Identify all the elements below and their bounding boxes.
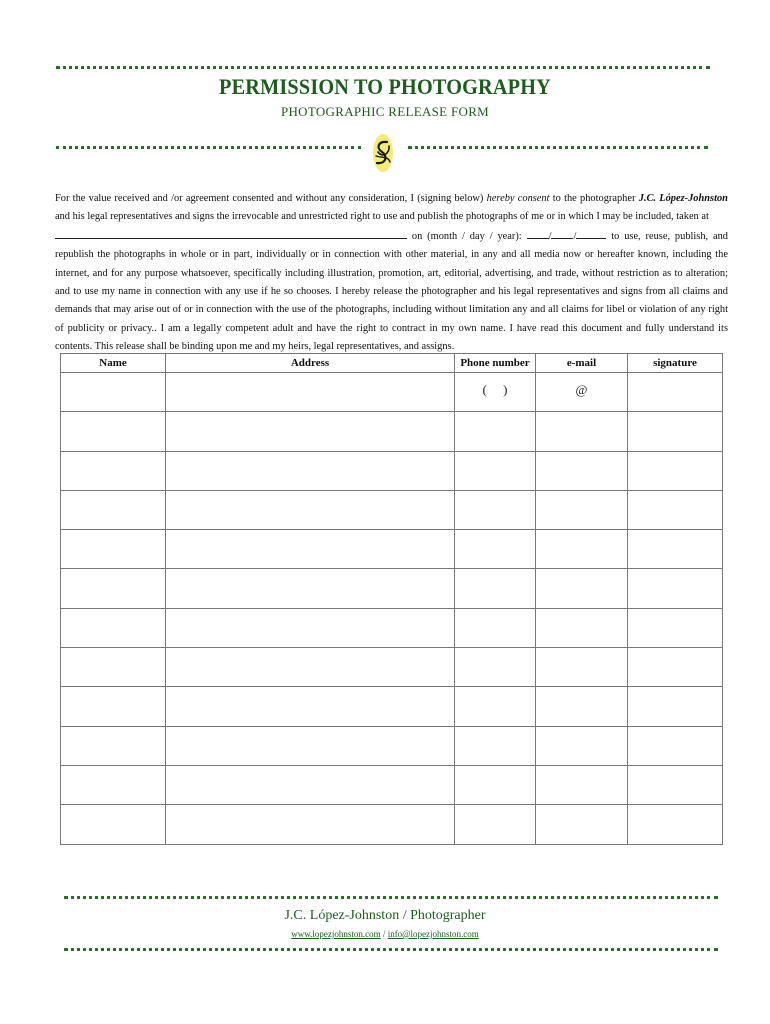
- signature-cell[interactable]: [628, 412, 723, 451]
- year-blank[interactable]: [576, 227, 606, 239]
- signature-cell[interactable]: [628, 648, 723, 687]
- signature-cell[interactable]: [628, 569, 723, 608]
- address-cell[interactable]: [166, 648, 455, 687]
- column-header-signature: signature: [628, 354, 723, 373]
- signature-cell[interactable]: [628, 373, 723, 412]
- signature-cell[interactable]: [628, 805, 723, 844]
- top-divider: [56, 66, 710, 69]
- name-cell[interactable]: [61, 412, 166, 451]
- signature-cell[interactable]: [628, 451, 723, 490]
- name-cell[interactable]: [61, 569, 166, 608]
- phone-cell[interactable]: [455, 530, 536, 569]
- name-cell[interactable]: [61, 687, 166, 726]
- js-monogram-logo-icon: [368, 132, 398, 174]
- phone-cell[interactable]: [455, 412, 536, 451]
- email-cell[interactable]: [536, 608, 628, 647]
- month-blank[interactable]: [527, 227, 549, 239]
- table-row: [61, 412, 723, 451]
- address-cell[interactable]: [166, 569, 455, 608]
- release-agreement-text: [55, 190, 728, 357]
- address-cell[interactable]: [166, 412, 455, 451]
- date-separator: /: [548, 230, 552, 242]
- phone-cell[interactable]: [455, 373, 536, 412]
- name-cell[interactable]: [61, 648, 166, 687]
- phone-hint: ( ): [482, 382, 508, 397]
- email-cell[interactable]: [536, 765, 628, 804]
- day-blank[interactable]: [551, 227, 573, 239]
- email-cell[interactable]: [536, 451, 628, 490]
- link-separator: /: [380, 929, 388, 939]
- column-header-phone: Phone number: [455, 354, 536, 373]
- name-cell[interactable]: [61, 490, 166, 529]
- logo-divider-left: [56, 146, 361, 149]
- signature-cell[interactable]: [628, 530, 723, 569]
- phone-cell[interactable]: [455, 490, 536, 529]
- agreement-text-part: and his legal representatives and signs the irrevocable and unrestricted right to use and publish the photographs of me or in which I may be included, taken at: [55, 211, 709, 223]
- address-cell[interactable]: [166, 687, 455, 726]
- address-cell[interactable]: [166, 805, 455, 844]
- name-cell[interactable]: [61, 765, 166, 804]
- email-cell[interactable]: [536, 490, 628, 529]
- phone-cell[interactable]: [455, 451, 536, 490]
- address-cell[interactable]: [166, 490, 455, 529]
- footer-photographer: J.C. López-Johnston / Photographer: [284, 908, 486, 923]
- date-prompt: on (month / day / year):: [411, 230, 522, 242]
- footer-divider-top: [64, 896, 718, 899]
- table-row: [61, 530, 723, 569]
- phone-cell[interactable]: [455, 726, 536, 765]
- date-separator: /: [573, 230, 577, 242]
- agreement-text-part: to the photographer: [552, 193, 636, 204]
- website-link[interactable]: www.lopezjohnston.com: [291, 929, 381, 939]
- email-cell[interactable]: [536, 726, 628, 765]
- address-cell[interactable]: [166, 726, 455, 765]
- table-row: [61, 648, 723, 687]
- name-cell[interactable]: [61, 530, 166, 569]
- name-cell[interactable]: [61, 373, 166, 412]
- footer-contact: [0, 929, 770, 939]
- table-row: [61, 490, 723, 529]
- email-cell[interactable]: [536, 648, 628, 687]
- table-row: [61, 451, 723, 490]
- signature-cell[interactable]: [628, 490, 723, 529]
- logo-divider-right: [408, 146, 708, 149]
- agreement-text-part: to use, reuse, publish, and republish the photographs in whole or in part, individually or in connection with other material, in any and all media now or hereafter known, including the internet, and for any purpose whatsoever, specifically including illustration, promotion, art, editorial, advertising, and trade, without restriction as to alteration; and to use my name in connection with any use if he so chooses. I hereby release the photographer and his legal representatives and signs from all claims and demands that may arise out of or in connection with the use of the photographs, including without limitation any and all claims for libel or violation of any right of publicity or privacy.. I am a legally competent adult and have the right to contract in my own name. I have read this document and fully understand its contents. This release shall be binding upon me and my heirs, legal representatives, and assigns.: [55, 230, 729, 353]
- name-cell[interactable]: [61, 726, 166, 765]
- signature-cell[interactable]: [628, 765, 723, 804]
- column-header-address: Address: [166, 354, 455, 373]
- table-row: [61, 805, 723, 844]
- table-row: [61, 569, 723, 608]
- name-cell[interactable]: [61, 608, 166, 647]
- table-row: [61, 726, 723, 765]
- email-cell[interactable]: [536, 412, 628, 451]
- signature-cell[interactable]: [628, 726, 723, 765]
- table-row: [61, 687, 723, 726]
- name-cell[interactable]: [61, 451, 166, 490]
- signature-cell[interactable]: [628, 608, 723, 647]
- table-row: [61, 765, 723, 804]
- agreement-text-part: For the value received and /or agreement consented and without any consideration, I (signing below): [55, 193, 484, 204]
- photographer-name: J.C. López-Johnston: [638, 193, 728, 204]
- signature-cell[interactable]: [628, 687, 723, 726]
- signature-table: [60, 353, 723, 845]
- email-cell[interactable]: [536, 373, 628, 412]
- email-cell[interactable]: [536, 687, 628, 726]
- table-row: [61, 608, 723, 647]
- footer-divider-bottom: [64, 948, 718, 951]
- phone-cell[interactable]: [455, 765, 536, 804]
- table-header-row: [61, 354, 723, 373]
- email-cell[interactable]: [536, 569, 628, 608]
- address-cell[interactable]: [166, 765, 455, 804]
- form-title: PERMISSION TO PHOTOGRAPHY: [219, 74, 551, 99]
- address-cell[interactable]: [166, 451, 455, 490]
- phone-cell[interactable]: [455, 608, 536, 647]
- email-link[interactable]: info@lopezjohnston.com: [387, 929, 479, 939]
- email-hint: @: [575, 382, 588, 397]
- table-row: [61, 373, 723, 412]
- phone-cell[interactable]: [455, 648, 536, 687]
- consent-emphasis: hereby consent: [486, 193, 550, 204]
- column-header-email: e-mail: [536, 354, 628, 373]
- address-cell[interactable]: [166, 530, 455, 569]
- address-cell[interactable]: [166, 373, 455, 412]
- phone-cell[interactable]: [455, 805, 536, 844]
- email-cell[interactable]: [536, 805, 628, 844]
- name-cell[interactable]: [61, 805, 166, 844]
- form-subtitle: PHOTOGRAPHIC RELEASE FORM: [280, 104, 490, 119]
- column-header-name: Name: [61, 354, 166, 373]
- location-blank[interactable]: [55, 227, 407, 239]
- phone-cell[interactable]: [455, 687, 536, 726]
- phone-cell[interactable]: [455, 569, 536, 608]
- address-cell[interactable]: [166, 608, 455, 647]
- email-cell[interactable]: [536, 530, 628, 569]
